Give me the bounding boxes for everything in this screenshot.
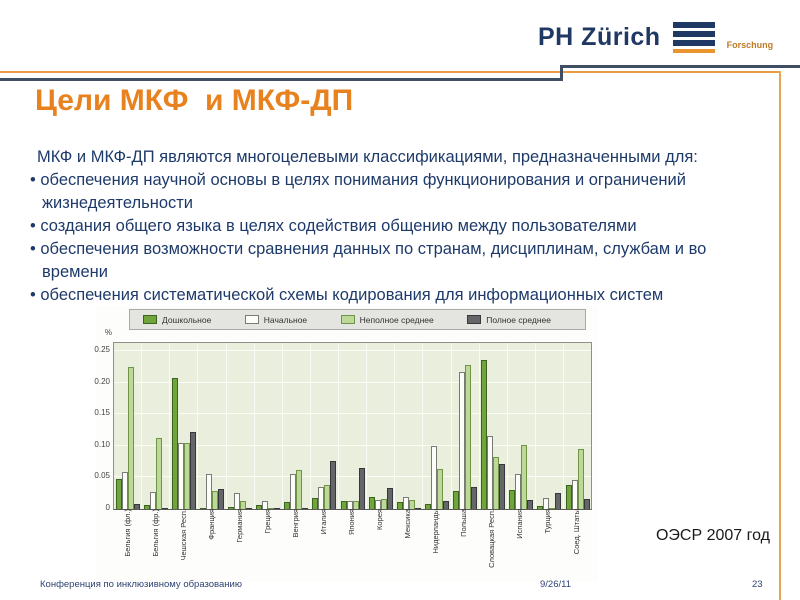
x-axis-label-text: Корея xyxy=(375,509,385,530)
legend-color-swatch xyxy=(245,315,259,324)
bar xyxy=(359,468,365,509)
bar xyxy=(584,499,590,509)
bar xyxy=(499,464,505,509)
bar xyxy=(387,488,393,509)
legend-item xyxy=(467,315,551,325)
plot-area xyxy=(113,342,592,510)
y-tick-label: 0.20 xyxy=(94,376,110,386)
bar-group xyxy=(283,343,311,509)
bar-group xyxy=(452,343,480,509)
bar-group xyxy=(227,343,255,509)
bar xyxy=(471,487,477,509)
bar xyxy=(156,438,162,509)
bar xyxy=(134,504,140,509)
top-border-dark-line-right xyxy=(560,65,800,68)
legend-item xyxy=(245,315,307,325)
bar xyxy=(415,508,421,509)
x-axis-label-text: Нидерланды xyxy=(431,509,441,554)
footer-date: 9/26/11 xyxy=(540,579,571,590)
logo-bars-icon xyxy=(673,22,715,53)
x-axis-label-text: Чешская Респ. xyxy=(178,509,188,561)
bar-group xyxy=(339,343,367,509)
bar xyxy=(246,508,252,509)
y-tick-label: 0.25 xyxy=(94,345,110,354)
bar-groups xyxy=(114,343,591,509)
x-axis-label-text: Франция xyxy=(206,509,216,540)
legend-item xyxy=(143,315,211,325)
bullet-item: • создания общего языка в целях содействия общению между пользователями xyxy=(30,215,765,238)
x-axis-label xyxy=(478,509,506,581)
footer-page-number: 23 xyxy=(752,579,763,590)
x-axis-label-text: Словацкая Респ. xyxy=(487,509,497,568)
x-axis-labels xyxy=(113,509,590,581)
legend-label: Полное среднее xyxy=(486,314,551,325)
x-axis-label-text: Италия xyxy=(318,509,328,535)
y-tick-label: 0.10 xyxy=(94,439,110,449)
footer-conference-title: Конференция по инклюзивному образованию xyxy=(40,579,242,590)
right-border-orange-line xyxy=(779,71,781,600)
x-axis-label xyxy=(169,509,197,581)
x-axis-label-text: Мексика xyxy=(403,509,413,539)
x-axis-label xyxy=(366,509,394,581)
intro-line: МКФ и МКФ-ДП являются многоцелевыми классификациями, предназначенными для: xyxy=(37,148,698,166)
bar xyxy=(296,470,302,509)
bar-group xyxy=(142,343,170,509)
bar xyxy=(128,367,134,509)
body-text xyxy=(30,146,765,307)
legend-label: Начальное xyxy=(263,314,308,325)
bar-group xyxy=(564,343,591,509)
x-axis-label xyxy=(450,509,478,581)
bullet-item: • обеспечения систематической схемы кодирования для информационных систем xyxy=(30,284,765,307)
bar xyxy=(443,501,449,509)
x-axis-label-text: Бельгия (фр.) xyxy=(150,509,160,557)
x-axis-label-text: Бельгия (фл.) xyxy=(122,509,132,557)
x-axis-label-text: Турция xyxy=(543,509,553,534)
y-axis-unit-label: % xyxy=(104,328,112,337)
x-axis-label xyxy=(422,509,450,581)
x-axis-label xyxy=(562,509,590,581)
x-axis-label-text: Соед. Штаты xyxy=(571,509,581,555)
bar xyxy=(330,461,336,509)
legend-item xyxy=(341,315,434,325)
bar xyxy=(190,432,196,509)
top-border-orange-line xyxy=(0,71,781,73)
bar xyxy=(555,493,561,509)
bar-group xyxy=(423,343,451,509)
legend-color-swatch xyxy=(341,315,355,324)
legend-color-swatch xyxy=(143,315,157,324)
x-axis-label xyxy=(141,509,169,581)
x-axis-label xyxy=(309,509,337,581)
chart-legend xyxy=(129,309,586,330)
legend-label: Неполное среднее xyxy=(359,314,434,325)
bar xyxy=(218,489,224,509)
x-axis-label-text: Венгрия xyxy=(290,509,300,538)
logo xyxy=(538,22,773,53)
y-tick-label: 0.05 xyxy=(94,471,110,481)
x-axis-label-text: Греция xyxy=(262,509,272,534)
x-axis-label-text: Польша xyxy=(459,509,469,537)
bar-group xyxy=(255,343,283,509)
x-axis-label xyxy=(281,509,309,581)
bar xyxy=(162,508,168,509)
x-axis-label xyxy=(534,509,562,581)
bar-group xyxy=(508,343,536,509)
bar-group xyxy=(536,343,564,509)
top-border-dark-line-left xyxy=(0,78,562,81)
bar-chart xyxy=(96,306,598,582)
x-axis-label xyxy=(506,509,534,581)
source-note: ОЭСР 2007 год xyxy=(655,527,770,544)
page-title: Цели МКФ и МКФ-ДП xyxy=(35,84,354,117)
x-axis-label-text: Испания xyxy=(515,509,525,539)
bullet-item: • обеспечения научной основы в целях понимания функционирования и ограничений жизнедеятельности xyxy=(30,169,765,215)
bar-group xyxy=(170,343,198,509)
logo-subtitle: Forschung xyxy=(726,40,774,50)
bar-group xyxy=(311,343,339,509)
x-axis-label xyxy=(253,509,281,581)
legend-color-swatch xyxy=(467,315,481,324)
bullet-list xyxy=(30,169,765,307)
bar xyxy=(274,508,280,509)
bar-group xyxy=(367,343,395,509)
y-tick-label: 0 xyxy=(105,503,110,512)
y-axis-ticks xyxy=(96,306,111,516)
bar-group xyxy=(114,343,142,509)
x-axis-label xyxy=(338,509,366,581)
bar-group xyxy=(395,343,423,509)
logo-text: PH Zürich xyxy=(538,23,661,51)
bar xyxy=(302,508,308,509)
bar-group xyxy=(480,343,508,509)
legend-label: Дошкольное xyxy=(162,314,212,325)
bullet-item: • обеспечения возможности сравнения данных по странам, дисциплинам, службам и во времени xyxy=(30,238,765,284)
x-axis-label xyxy=(197,509,225,581)
x-axis-label-text: Германия xyxy=(234,509,244,543)
bar-group xyxy=(198,343,226,509)
x-axis-label-text: Япония xyxy=(347,509,357,536)
y-tick-label: 0.15 xyxy=(94,408,110,418)
bar xyxy=(527,500,533,509)
x-axis-label xyxy=(113,509,141,581)
x-axis-label xyxy=(394,509,422,581)
x-axis-label xyxy=(225,509,253,581)
